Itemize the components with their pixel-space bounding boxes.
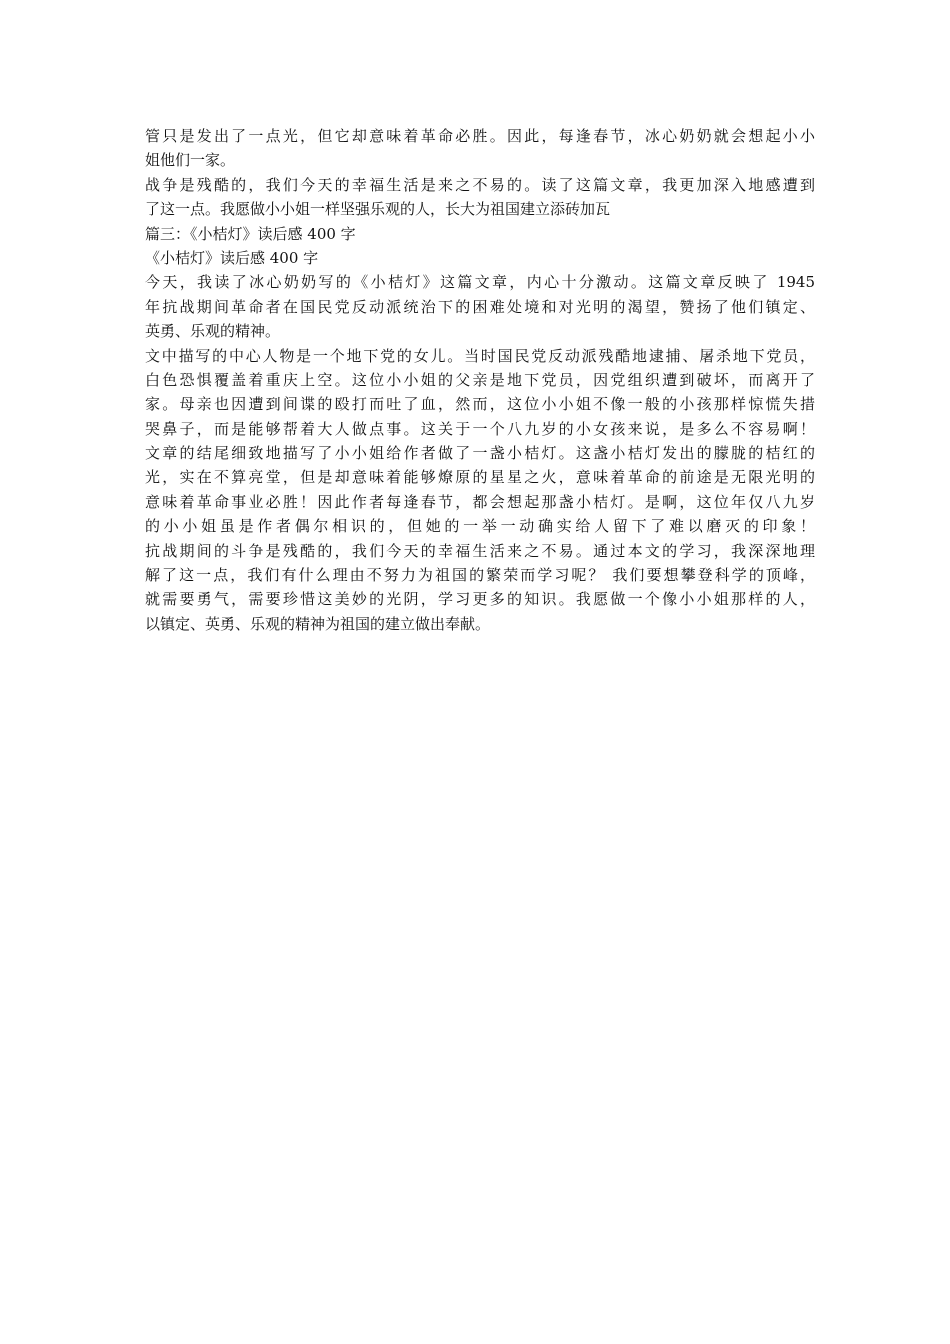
text-line: 战争是残酷的，我们今天的幸福生活是来之不易的。读了这篇文章，我更加深入地感遭到 <box>145 175 815 194</box>
text-line: 文中描写的中心人物是一个地下党的女儿。当时国民党反动派残酷地逮捕、屠杀地下党员， <box>145 346 815 365</box>
text-line: 抗战期间的斗争是残酷的，我们今天的幸福生活来之不易。通过本文的学习，我深深地理 <box>145 541 815 560</box>
text-line: 白色恐惧覆盖着重庆上空。这位小小姐的父亲是地下党员，因党组织遭到破坏，而离开了 <box>145 370 815 389</box>
text-line: 了这一点。我愿做小小姐一样坚强乐观的人，长大为祖国建立添砖加瓦 <box>145 200 611 219</box>
text-line: 光，实在不算亮堂，但是却意味着能够燎原的星星之火，意味着革命的前途是无限光明的 <box>145 468 815 487</box>
subsection-heading: 《小桔灯》读后感 400 字 <box>145 248 319 267</box>
section-heading: 篇三：《小桔灯》读后感 400 字 <box>145 224 356 243</box>
document-body <box>145 124 815 636</box>
text-line: 文章的结尾细致地描写了小小姐给作者做了一盏小桔灯。这盏小桔灯发出的朦胧的桔红的 <box>145 444 815 463</box>
text-line: 解了这一点，我们有什么理由不努力为祖国的繁荣而学习呢？ 我们要想攀登科学的顶峰， <box>145 566 815 585</box>
text-line: 年抗战期间革命者在国民党反动派统治下的困难处境和对光明的渴望，赞扬了他们镇定、 <box>145 297 815 316</box>
text-line: 今天，我读了冰心奶奶写的《小桔灯》这篇文章，内心十分激动。这篇文章反映了 1945 <box>145 273 815 292</box>
text-line: 的小小姐虽是作者偶尔相识的，但她的一举一动确实给人留下了难以磨灭的印象！ <box>145 517 815 536</box>
text-line: 意味着革命事业必胜！因此作者每逢春节，都会想起那盏小桔灯。是啊，这位年仅八九岁 <box>145 492 815 511</box>
text-line: 姐他们一家。 <box>145 151 236 170</box>
text-line: 家。母亲也因遭到间谍的殴打而吐了血，然而，这位小小姐不像一般的小孩那样惊慌失措 <box>145 395 815 414</box>
text-line: 管只是发出了一点光，但它却意味着革命必胜。因此，每逢春节，冰心奶奶就会想起小小 <box>145 127 815 145</box>
text-line: 英勇、乐观的精神。 <box>145 322 281 341</box>
text-line: 就需要勇气，需要珍惜这美妙的光阴，学习更多的知识。我愿做一个像小小姐那样的人， <box>145 590 815 609</box>
text-line: 哭鼻子，而是能够帮着大人做点事。这关于一个八九岁的小女孩来说，是多么不容易啊！ <box>145 419 815 438</box>
text-line: 以镇定、英勇、乐观的精神为祖国的建立做出奉献。 <box>145 614 491 633</box>
